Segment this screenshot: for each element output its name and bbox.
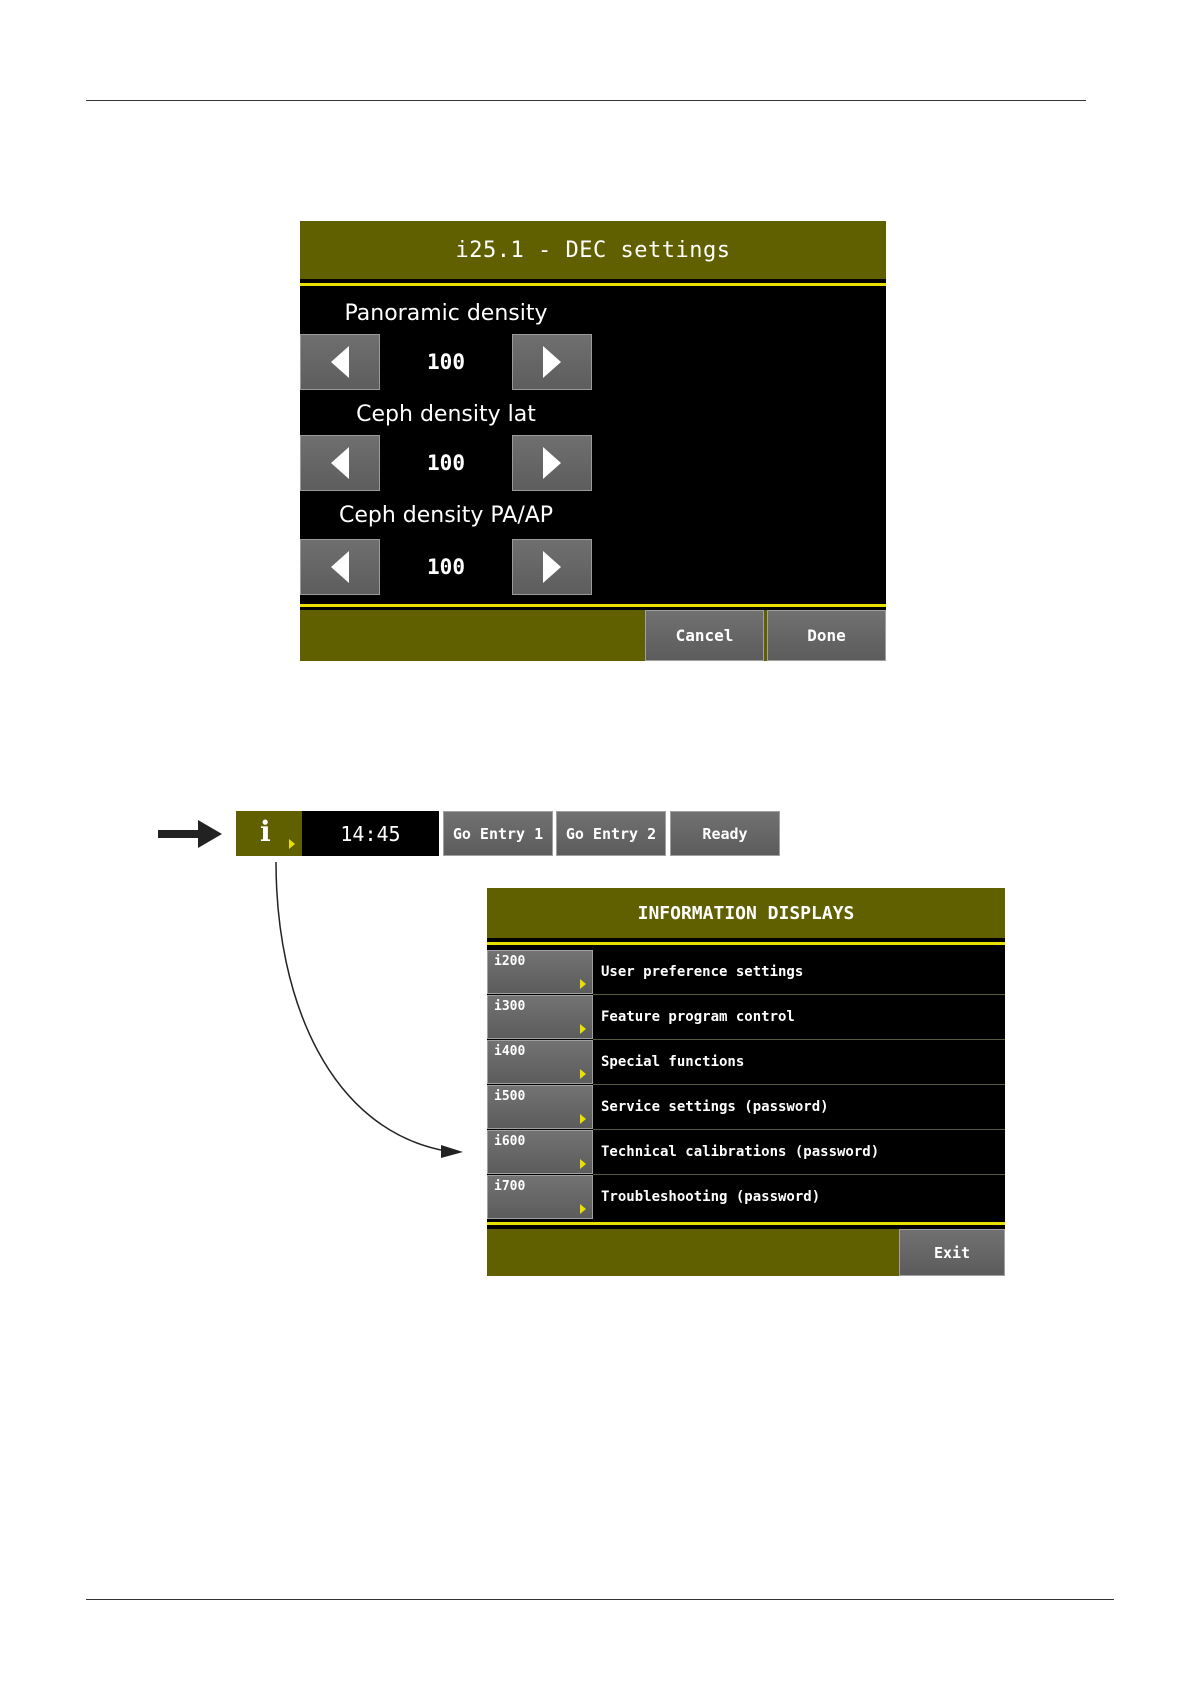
cancel-button[interactable]: Cancel [645, 610, 764, 661]
item-code: i300 [494, 999, 526, 1014]
submenu-indicator-icon [580, 1069, 586, 1079]
info-icon: i [260, 815, 271, 848]
dec-settings-screen [300, 221, 886, 661]
item-code: i400 [494, 1044, 526, 1059]
submenu-indicator-icon [580, 979, 586, 989]
footer-divider [300, 604, 886, 607]
information-displays-screen [487, 888, 1005, 1276]
list-item[interactable] [487, 1130, 1005, 1175]
item-code: i600 [494, 1134, 526, 1149]
submenu-indicator-icon [580, 1204, 586, 1214]
item-label: Feature program control [601, 1009, 795, 1025]
list-item[interactable] [487, 1085, 1005, 1130]
list-item[interactable] [487, 995, 1005, 1040]
arrow-right-icon [541, 550, 563, 584]
information-displays-footer [487, 1229, 1005, 1276]
list-item[interactable] [487, 1175, 1005, 1220]
arrow-left-icon [329, 446, 351, 480]
pointer-arrow-icon [158, 820, 224, 848]
ceph-density-pa-ap-label: Ceph density PA/AP [338, 503, 554, 528]
submenu-indicator-icon [580, 1024, 586, 1034]
ready-button[interactable]: Ready [670, 811, 780, 856]
ceph-density-lat-label: Ceph density lat [356, 402, 536, 427]
information-displays-title: INFORMATION DISPLAYS [487, 888, 1005, 938]
arrow-right-icon [541, 345, 563, 379]
footer-divider [487, 1222, 1005, 1225]
item-code: i200 [494, 954, 526, 969]
arrow-left-icon [329, 550, 351, 584]
top-rule [86, 100, 1086, 101]
item-label: Technical calibrations (password) [601, 1144, 880, 1160]
item-label: Service settings (password) [601, 1099, 829, 1115]
ceph-density-pa-ap-decrease-button[interactable] [300, 539, 380, 595]
list-item[interactable] [487, 1040, 1005, 1085]
go-entry-2-button[interactable]: Go Entry 2 [556, 811, 666, 856]
item-label: User preference settings [601, 964, 804, 980]
clock-display: 14:45 [302, 811, 439, 856]
status-bar [236, 811, 780, 856]
i300-button[interactable] [487, 995, 593, 1039]
i600-button[interactable] [487, 1130, 593, 1174]
panoramic-density-decrease-button[interactable] [300, 334, 380, 390]
i500-button[interactable] [487, 1085, 593, 1129]
ceph-density-pa-ap-value: 100 [427, 555, 465, 579]
go-entry-1-button[interactable]: Go Entry 1 [443, 811, 553, 856]
arrow-right-icon [541, 446, 563, 480]
exit-button[interactable]: Exit [899, 1229, 1005, 1276]
list-item[interactable] [487, 950, 1005, 995]
info-button[interactable] [236, 811, 302, 856]
dec-settings-footer [300, 610, 886, 661]
i200-button[interactable] [487, 950, 593, 994]
item-label: Troubleshooting (password) [601, 1189, 821, 1205]
ceph-density-lat-value: 100 [427, 451, 465, 475]
submenu-indicator-icon [580, 1159, 586, 1169]
title-divider [487, 942, 1005, 945]
ceph-density-lat-decrease-button[interactable] [300, 435, 380, 491]
ceph-density-lat-increase-button[interactable] [512, 435, 592, 491]
bottom-rule [86, 1599, 1114, 1600]
arrow-left-icon [329, 345, 351, 379]
ceph-density-pa-ap-increase-button[interactable] [512, 539, 592, 595]
panoramic-density-value: 100 [427, 350, 465, 374]
item-code: i500 [494, 1089, 526, 1104]
done-button[interactable]: Done [767, 610, 886, 661]
i700-button[interactable] [487, 1175, 593, 1219]
item-label: Special functions [601, 1054, 745, 1070]
submenu-indicator-icon [580, 1114, 586, 1124]
i400-button[interactable] [487, 1040, 593, 1084]
dec-settings-title: i25.1 - DEC settings [300, 221, 886, 279]
panoramic-density-label: Panoramic density [344, 301, 548, 326]
title-divider [300, 283, 886, 286]
item-code: i700 [494, 1179, 526, 1194]
panoramic-density-increase-button[interactable] [512, 334, 592, 390]
submenu-indicator-icon [289, 839, 295, 849]
